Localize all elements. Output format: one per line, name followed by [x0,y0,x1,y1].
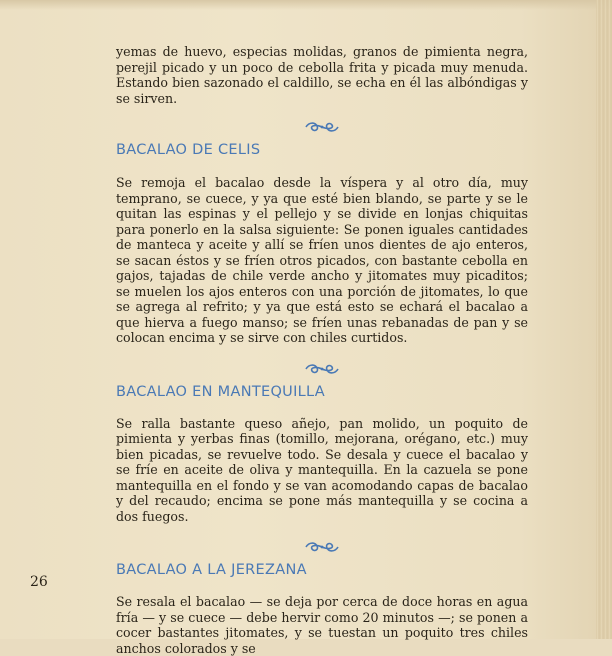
page-edge-stack [596,0,612,639]
recipe-title-bacalao-de-celis: BACALAO DE CELIS [116,142,261,158]
intro-paragraph: yemas de huevo, especias molidas, granos de pimienta negra, perejil picado y un poco de cebolla frita y picada muy menuda. Estando bien sazonado el caldillo, se echa en él las albóndigas y se sirven. [116,44,528,106]
fleuron-ornament-icon [303,540,341,554]
recipe-text-bacalao-a-la-jerezana: Se resala el bacalao — se deja por cerca de doce horas en agua fría — y se cuece — debe hervir como 20 minutos —; se ponen a cocer bastantes jitomates, y se tuestan un poquito tres chiles anchos colorados y se [116,594,528,656]
page-content [116,44,528,656]
recipe-title-bacalao-a-la-jerezana: BACALAO A LA JEREZANA [116,562,307,578]
page-top-shadow [0,0,612,10]
page-number: 26 [30,574,48,590]
fleuron-ornament-icon [303,120,341,134]
recipe-title-bacalao-en-mantequilla: BACALAO EN MANTEQUILLA [116,383,325,400]
recipe-text-bacalao-en-mantequilla: Se ralla bastante queso añejo, pan molido, un poquito de pimienta y yerbas finas (tomillo, mejorana, orégano, etc.) muy bien picadas, se revuelve todo. Se desala y cuece el bacalao y se fríe en aceite de oliva y mantequilla. En la cazuela se pone mantequilla en el fondo y se van acomodando capas de bacalao y del recaudo; encima se pone más mantequilla y se cocina a dos fuegos. [116,415,528,524]
recipe-text-bacalao-de-celis: Se remoja el bacalao desde la víspera y al otro día, muy temprano, se cuece, y ya que esté bien blando, se parte y se le quitan las espinas y el pellejo y se divide en lonjas chiquitas para ponerlo en la salsa siguiente: Se ponen iguales cantidades de manteca y aceite y allí se fríen unos dientes de ajo enteros, se sacan éstos y se fríen otros picados, con bastante cebolla en gajos, tajadas de chile verde ancho y jitomates muy picaditos; se muelen los ajos enteros con una porción de jitomates, lo que se agrega al refrito; y ya que está esto se echará el bacalao a que hierva a fuego manso; se fríen unas rebanadas de pan y se colocan encima y se sirve con chiles curtidos. [116,175,528,345]
fleuron-ornament-icon [303,362,341,376]
